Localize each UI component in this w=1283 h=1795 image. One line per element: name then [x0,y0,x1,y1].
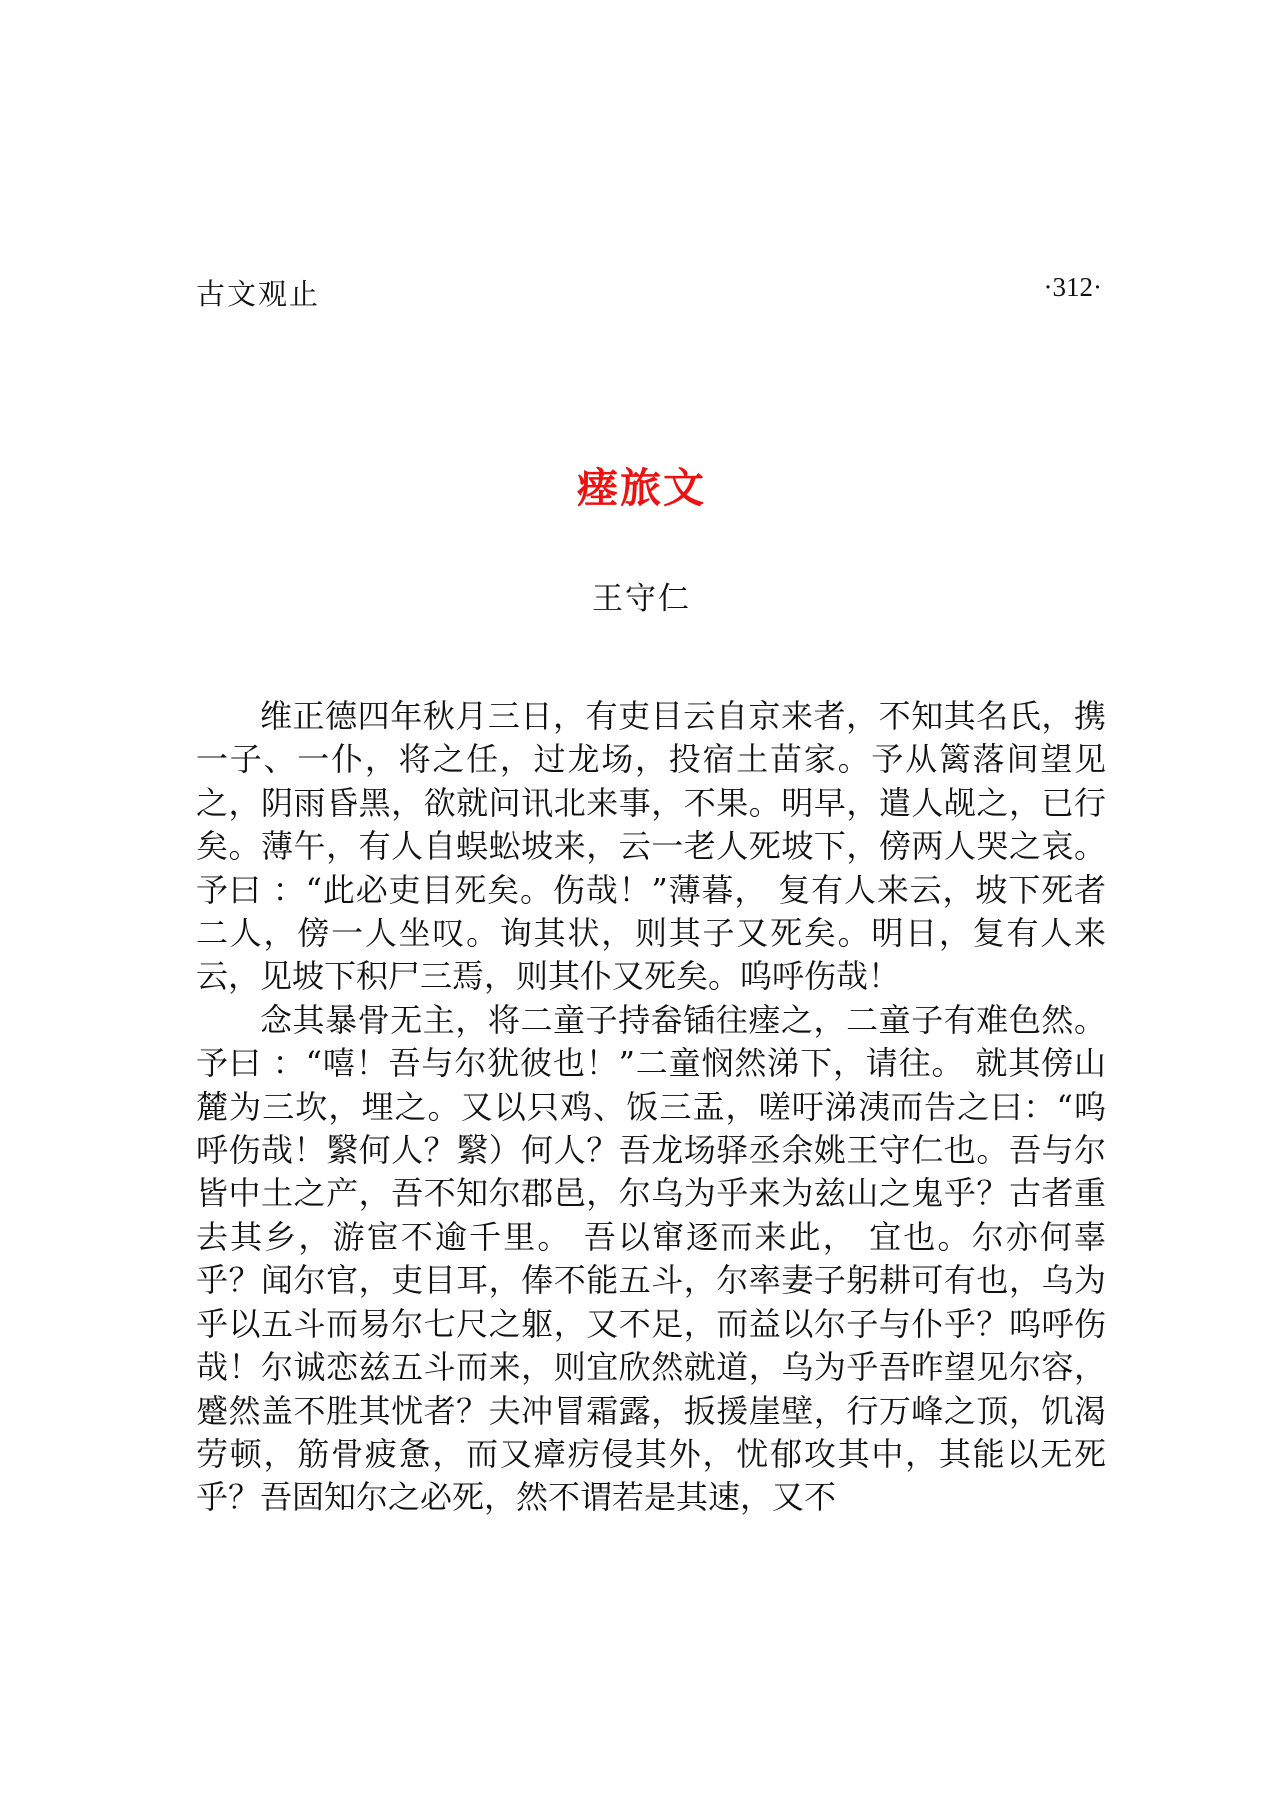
book-title: 古文观止 [196,277,321,311]
article-body [196,695,1106,1520]
article-author: 王守仁 [592,581,691,617]
paragraph-2: 念其暴骨无主，将二童子持畚锸往瘗之，二童子有难色然。予曰 ：“嘻！吾与尔犹彼也！”二童悯然涕下，请往。 就其傍山麓为三坎，埋之。又以只鸡、饭三盂，嗟吁涕洟而告之曰：“呜呼伤哉！繄何人？繄）何人？吾龙场驿丞余姚王守仁也。吾与尔皆中土之产，吾不知尔郡邑，尔乌为乎来为兹山之鬼乎？古者重去其乡，游宦不逾千里。 吾以窜逐而来此， 宜也。尔亦何辜乎？闻尔官，吏目耳，俸不能五斗，尔率妻子躬耕可有也，乌为乎以五斗而易尔七尺之躯，又不足，而益以尔子与仆乎？呜呼伤哉！尔诚恋兹五斗而来，则宜欣然就道，乌为乎吾昨望见尔容，蹙然盖不胜其忧者？夫冲冒霜露，扳援崖壁，行万峰之顶，饥渴劳顿，筋骨疲惫，而又瘴疠侵其外，忧郁攻其中，其能以无死乎？吾固知尔之必死，然不谓若是其速，又不 [196,1000,1106,1517]
running-header [196,272,1102,312]
page-number: ·312· [1043,272,1102,302]
paragraph-1: 维正德四年秋月三日，有吏目云自京来者，不知其名氏，携一子、一仆，将之任，过龙场，投宿土苗家。予从篱落间望见之，阴雨昏黑，欲就问讯北来事，不果。明早，遣人觇之，已行矣。薄午，有人自蜈蚣坡来，云一老人死坡下，傍两人哭之哀。予曰 ：“此必吏目死矣。伤哉！”薄暮， 复有人来云，坡下死者二人，傍一人坐叹。询其状，则其子又死矣。明日，复有人来云，见坡下积尸三焉，则其仆又死矣。呜呼伤哉！ [196,697,1106,996]
article-title: 瘗旅文 [577,464,706,512]
